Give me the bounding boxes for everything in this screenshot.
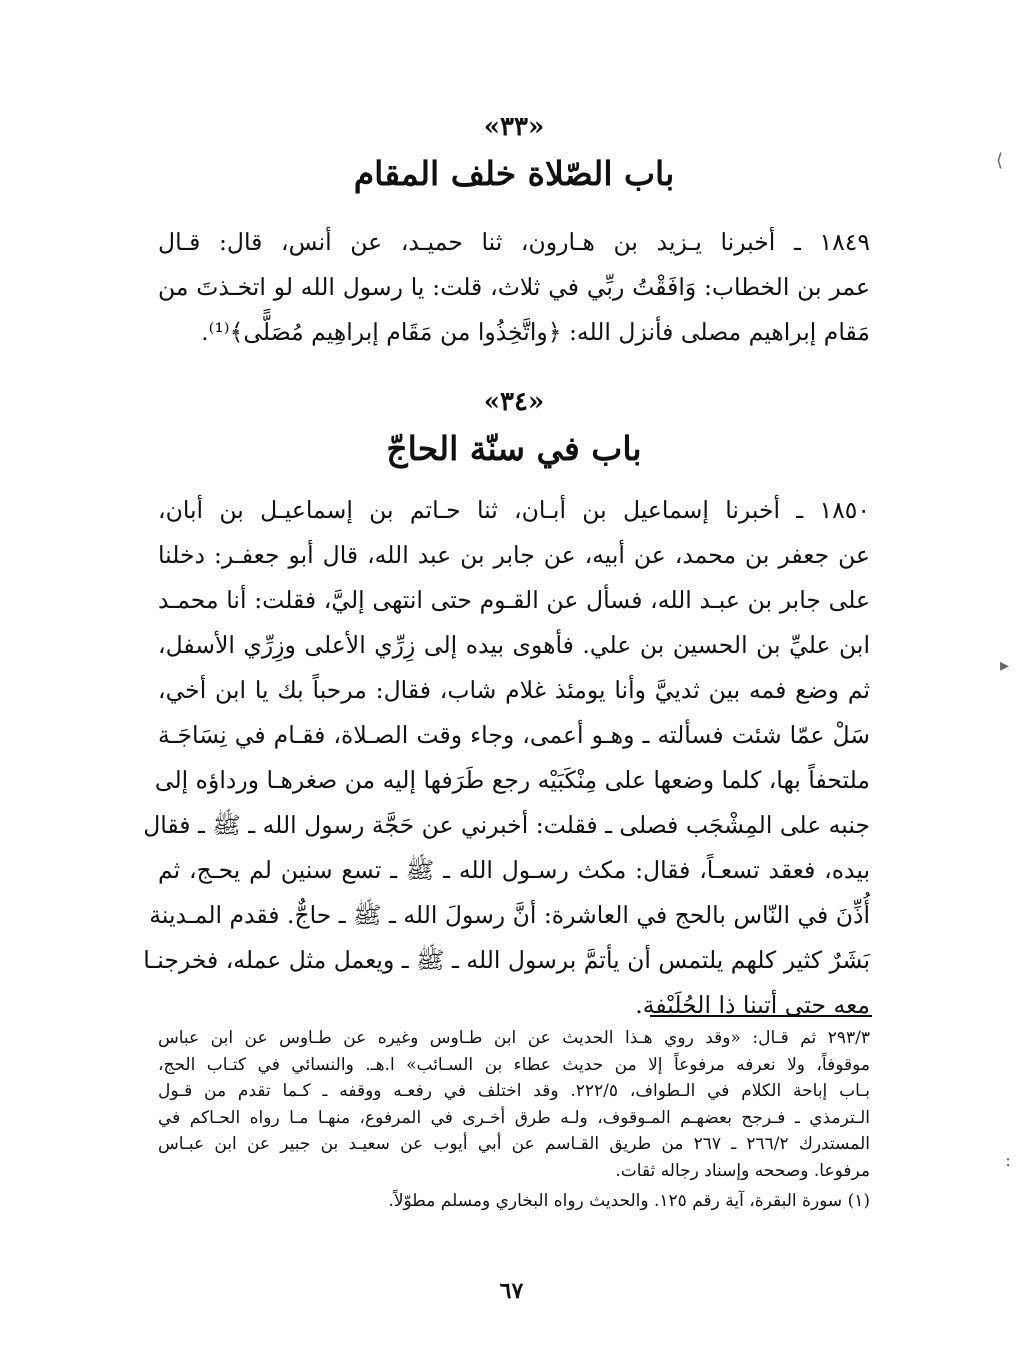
scan-edge-mark: : [1005,1150,1012,1171]
text-line: معه حتى أتينا ذا الحُلَيْفة. [635,991,870,1019]
hadith-1850 [143,488,870,1028]
footnote-line: مرفوعا. وصححه وإسناد رجاله ثقات. [615,1160,870,1181]
text-line: بيده، فعقد تسعـاً، فقال: مكث رسـول الله ـ ﷺ ـ تسع سنين لم يحـج، ثم [158,856,870,884]
section-34-heading [158,427,870,471]
footnote-separator [650,1015,872,1017]
footnotes [158,1025,870,1215]
text-line: ابن عليِّ بن الحسين بن علي. فأهوى بيده إلى زِرِّي الأعلى وزِرِّي الأسفل، [158,631,870,659]
chapter-number: «٣٣» [483,112,545,142]
text-line: جنبه على المِشْجَب فصلى ـ فقلت: أخبرني عن حَجَّة رسول الله ـ ﷺ ـ فقال [143,811,870,839]
footnote-line: المستدرك ٢٦٦/٢ ـ ٢٦٧ من طريق القـاسم عن أبي أيوب عن سعيـد بن جبير عن ابن عبـاس [158,1134,871,1154]
text-line: ١٨٤٩ ـ أخبرنا يـزيد بن هـارون، ثنا حميـد، عن أنس، قال: قـال [158,228,870,256]
chapter-title: باب في سنّة الحاجّ [386,429,642,468]
text-line: ١٨٥٠ ـ أخبرنا إسماعيل بن أبـان، ثنا حـاتم بن إسماعيـل بن أبان، [158,496,870,524]
text-line: أُذِّنَ في النّاس بالحج في العاشرة: أنَّ رسولَ الله ـ ﷺ ـ حاجٌّ. فقدم المـدينة [149,901,870,929]
section-34 [158,385,870,419]
section-33-heading [158,152,870,196]
text-line: سَلْ عمّا شئت فسألته ـ وهـو أعمى، وجاء وقت الصـلاة، فقـام في نِسَاجَـة [158,721,870,749]
footnote-line: الـترمذي ـ فـرجح بعضهـم المـوقوف، ولـه طرق أخـرى في المرفوع، منهـا مـا رواه الحـاكم في [158,1107,870,1128]
text-line: على جابر بن عبـد الله، فسأل عن القـوم حتى انتهى إليَّ، فقلت: أنا محمـد [158,586,870,614]
text-line: مَقام إبراهيم مصلى فأنزل الله: ﴿واتَّخِذُوا من مَقَام إبراهِيم مُصَلًّى﴾⁽¹⁾. [201,318,870,346]
chapter-number: «٣٤» [483,387,545,417]
scan-edge-mark: ▸ [1000,655,1010,676]
footnote-line: بـاب إباحة الكلام في الـطواف، ٢٢٢/٥. وقد اختلف في رفعـه ووقفه ـ كـما تقدم من قـول [158,1081,871,1101]
text-line: عمر بن الخطاب: وَافَقْتُ ربِّي في ثلاث، قلت: يا رسول الله لو اتخـذتَ من [158,273,870,301]
text-line: ملتحفاً بها، كلما وضعها على مِنْكَبَيْه رجع طَرَفها إليه من صغرهـا ورداؤه إلى [154,766,870,794]
footnote-line: موقوفاً، ولا نعرفه مرفوعاً إلا من حديث عطاء بن السـائب» ا.هـ. والنسائي في كتـاب الحج، [158,1054,870,1075]
hadith-1849 [158,220,870,355]
text-line: بَشَرٌ كثير كلهم يلتمس أن يأتمَّ برسول الله ـ ﷺ ـ ويعمل مثل عمله، فخرجنـا [143,946,870,974]
scan-edge-mark: ⟨ [996,150,1004,171]
text-line: ثم وضع فمه بين ثدييَّ وأنا يومئذ غلام شاب، فقال: مرحباً بك يا ابن أخي، [158,676,870,704]
section-33 [158,110,870,144]
chapter-title: باب الصّلاة خلف المقام [353,154,675,193]
text-line: عن جعفر بن محمد، عن أبيه، عن جابر بن عبد الله، قال أبو جعفـر: دخلنا [158,541,870,569]
page-number: ٦٧ [499,1278,524,1304]
footnote-1: (١) سورة البقرة، آية رقم ١٢٥. والحديث رواه البخاري ومسلم مطوّلاً. [388,1191,870,1211]
footnote-line: ٢٩٣/٣ ثم قـال: «وقد روي هـذا الحديث عن ابن طـاوس وغيره عن طـاوس عن ابن عباس [158,1028,870,1048]
